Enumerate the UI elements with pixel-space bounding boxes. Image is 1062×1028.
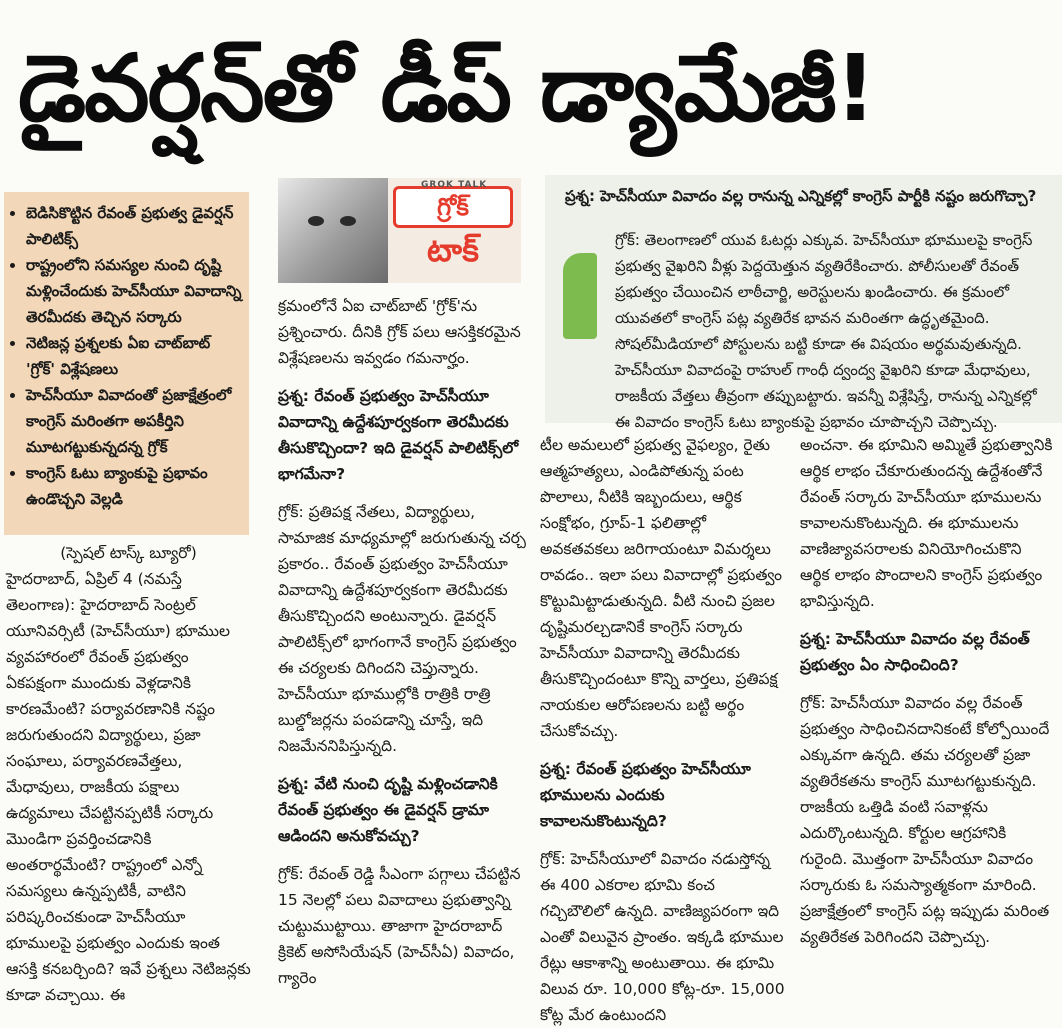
box-question: ప్రశ్న: హెచ్‌సీయూ వివాదం వల్ల రానున్న ఎన్నికల్లో కాంగ్రెస్ పార్టీకి నష్టం జరుగొచ్చా?: [565, 187, 1037, 205]
answer-4: గ్రోక్: హెచ్‌సీయూ వివాదం వల్ల రేవంత్ ప్రభుత్వం సాధించినదానికంటే కోల్పోయిందే ఎక్కువగా ఉన్నది. తమ చర్యలతో ప్రజా వ్యతిరేకతను కాంగ్రెస్ మూటగట్టుకున్నది. రాజకీయ ఒత్తిడి వంటి సవాళ్లను ఎదుర్కొంటున్నది. కోర్టుల ఆగ్రహానికి గురైంది. మొత్తంగా హెచ్‌సీయూ వివాదం సర్కారుకు ఓ సమస్యాత్మకంగా మారింది. ప్రజాక్షేత్రంలో కాంగ్రెస్ పట్ల ఇప్పుడు మరింత వ్యతిరేకత పెరిగిందని చెప్పొచ్చు.: [800, 694, 1050, 946]
logo-small-text: GROK TALK: [421, 180, 488, 190]
answer-3: గ్రోక్: హెచ్‌సీయూలో వివాదం నడుస్తోన్న ఈ 400 ఎకరాల భూమి కంచ గచ్చిబౌలిలో ఉన్నది. వాణిజ్యపరంగా ఇది ఎంతో విలువైన ప్రాంతం. ఇక్కడి భూముల రేట్లు ఆకాశాన్ని అంటుతాయి. ఈ భూమి విలువ రూ. 10,000 కోట్ల-రూ. 15,000 కోట్ల మేర ఉంటుందని: [540, 850, 785, 1024]
byline: (స్పెషల్ టాస్క్ బ్యూరో): [60, 544, 197, 562]
column-4: [800, 432, 1056, 946]
question-4: ప్రశ్న: హెచ్‌సీయూ వివాదం వల్ల రేవంత్ ప్రభుత్వం ఏం సాధించింది?: [800, 630, 1030, 674]
article-body: టీల అమలులో ప్రభుత్వ వైఫల్యం, రైతు ఆత్మహత్యలు, ఎండిపోతున్న పంట పొలాలు, నీటికి ఇబ్బందులు, ఆర్థిక సంక్షోభం, గ్రూప్-1 ఫలితాల్లో అవకతవకలు జరిగాయంటూ విమర్శలు రావడం.. ఇలా పలు వివాదాల్లో ప్రభుత్వం కొట్టుమిట్టాడుతున్నది. వీటి నుంచి ప్రజల దృష్టిమరల్చడానికే కాంగ్రెస్ సర్కారు హెచ్‌సీయూ వివాదాన్ని తెరమీదకు తీసుకొచ్చిందంటూ కొన్ని వార్తలు, ప్రతిపక్ష నాయకుల ఆరోపణలను బట్టి అర్థం చేసుకోవచ్చు.: [540, 436, 782, 740]
highlight-item: • బెడిసికొట్టిన రేవంత్ ప్రభుత్వ డైవర్షన్ పాలిటిక్స్: [26, 200, 243, 252]
highlight-item: • రాష్ట్రంలోని సమస్యల నుంచి దృష్టి మళ్లించేందుకు హెచ్‌సీయూ వివాదాన్ని తెరమీదకు తెచ్చిన సర్కారు: [26, 252, 243, 330]
headline: డైవర్షన్‌తో డీప్ డ్యామేజీ!: [18, 35, 875, 142]
answer-1: గ్రోక్: ప్రతిపక్ష నేతలు, విద్యార్థులు, సామాజిక మాధ్యమాల్లో జరుగుతున్న చర్చ ప్రకారం.. రేవంత్ ప్రభుత్వం హెచ్‌సీయూ వివాదాన్ని ఉద్దేశపూర్వకంగా తెరమీదకు తీసుకొచ్చిందని అంటున్నారు. డైవర్షన్ పాలిటిక్స్‌లో భాగంగానే కాంగ్రెస్ ప్రభుత్వం ఈ చర్యలకు దిగిందని చెప్తున్నారు. హెచ్‌సీయూ భూముల్లోకి రాత్రికి రాత్రి బుల్డోజర్లను పంపడాన్ని చూస్తే, ఇది నిజమేననిపిస్తున్నది.: [278, 503, 526, 755]
logo-word-grok: గ్రోక్: [393, 186, 513, 228]
box-answer: గ్రోక్: తెలంగాణలో యువ ఓటర్లు ఎక్కువ. హెచ్‌సీయూ భూములపై కాంగ్రెస్ ప్రభుత్వ వైఖరిని వీళ్లు పెద్దయెత్తున వ్యతిరేకించారు. పోలీసులతో రేవంత్ ప్రభుత్వం చేయించిన లాఠీచార్జి, అరెస్టులను ఖండించారు. ఈ క్రమంలో యువతలో కాంగ్రెస్ పట్ల వ్యతిరేక భావన మరింతగా ఉద్ధృతమైంది. సోషల్‌మీడియాలో పోస్టులను బట్టి కూడా ఈ విషయం అర్థమవుతున్నది. హెచ్‌సీయూ వివాదంపై రాహుల్ గాంధీ ద్వంద్వ వైఖరిని కూడా మేధావులు, రాజకీయ వేత్తలు తీవ్రంగా తప్పుబట్టారు. ఇవన్నీ విశ్లేషిస్తే, రానున్న ఎన్నికల్లో ఈ వివాదం కాంగ్రెస్ ఓటు బ్యాంకుపై ప్రభావం చూపొచ్చని చెప్పొచ్చు.: [615, 231, 1037, 431]
question-2: ప్రశ్న: వేటి నుంచి దృష్టి మళ్లించడానికి రేవంత్ ప్రభుత్వం ఈ డైవర్షన్ డ్రామా ఆడిందని అనుకోవచ్చు?: [278, 775, 498, 845]
article-body: అంచనా. ఈ భూమిని అమ్మితే ప్రభుత్వానికి ఆర్థిక లాభం చేకూరుతుందన్న ఉద్దేశంతోనే రేవంత్ సర్కారు హెచ్‌సీయూ భూములను కావాలనుకొంటున్నది. ఈ భూములను వాణిజ్యావసరాలకు వినియోగించుకొని ఆర్థిక లాభం పొందాలని కాంగ్రెస్ ప్రభుత్వం భావిస్తున్నది.: [800, 436, 1053, 610]
question-1: ప్రశ్న: రేవంత్ ప్రభుత్వం హెచ్‌సీయూ వివాదాన్ని ఉద్దేశపూర్వకంగా తెరమీదకు తీసుకొచ్చిందా? ఇది డైవర్షన్ పాలిటిక్స్‌లో భాగమేనా?: [278, 387, 519, 483]
article-body: హైదరాబాద్, ఏప్రిల్ 4 (నమస్తే తెలంగాణ): హైదరాబాద్ సెంట్రల్ యూనివర్సిటీ (హెచ్‌సీయూ) భూముల వ్యవహారంలో రేవంత్ ప్రభుత్వం ఏకపక్షంగా ముందుకు వెళ్లడానికి కారణమేంటి? పర్యావరణానికి నష్టం జరుగుతుందని విద్యార్థులు, ప్రజా సంఘాలు, పర్యావరణవేత్తలు, మేధావులు, రాజకీయ పక్షాలు ఉద్యమాలు చేపట్టినప్పటికీ సర్కారు మొండిగా ప్రవర్తించడానికి అంతరార్థమేంటి? రాష్ట్రంలో ఎన్నో సమస్యలు ఉన్నప్పటికీ, వాటిని పరిష్కరించకుండా హెచ్‌సీయూ భూములపై ప్రభుత్వం ఎందుకు ఇంత ఆసక్తి కనబర్చింది? ఇవే ప్రశ్నలు నెటిజన్లకు కూడా వచ్చాయి. ఈ: [6, 570, 251, 1004]
logo-word-talk: టాక్: [427, 231, 479, 269]
grok-talk-logo: [278, 178, 521, 283]
leaf-icon: [563, 253, 597, 339]
highlight-item: • హెచ్‌సీయూ వివాదంతో ప్రజాక్షేత్రంలో కాంగ్రెస్ మరింతగా అపకీర్తిని మూటగట్టుకున్నదన్న గ్రోక్: [26, 382, 243, 460]
column-2: [278, 293, 528, 987]
column-3: [540, 432, 788, 1024]
highlights-box: [4, 192, 249, 535]
intro-text: క్రమంలోనే ఏఐ చాట్‌బాట్ 'గ్రోక్'ను ప్రశ్నించారు. దీనికి గ్రోక్ పలు ఆసక్తికరమైన విశ్లేషణలను ఇవ్వడం గమనార్హం.: [278, 297, 521, 367]
question-3: ప్రశ్న: రేవంత్ ప్రభుత్వం హెచ్‌సీయూ భూములను ఎందుకు కావాలనుకొంటున్నది?: [540, 760, 751, 830]
answer-2: గ్రోక్: రేవంత్ రెడ్డి సీఎంగా పగ్గాలు చేపట్టిన 15 నెలల్లో పలు వివాదాలు ప్రభుత్వాన్ని చుట్టుముట్టాయి. తాజాగా హైదరాబాద్ క్రికెట్ అసోసియేషన్ (హెచ్‌సీఏ) వివాదం, గ్యారెం: [278, 865, 521, 987]
highlight-item: • కాంగ్రెస్ ఓటు బ్యాంకుపై ప్రభావం ఉండొచ్చని వెల్లడి: [26, 460, 243, 512]
column-1: [6, 540, 251, 1004]
highlight-qa-box: [545, 175, 1062, 431]
robot-icon: [278, 178, 388, 283]
highlight-item: • నెటిజన్ల ప్రశ్నలకు ఏఐ చాట్‌బాట్ 'గ్రోక్' విశ్లేషణలు: [26, 330, 243, 382]
